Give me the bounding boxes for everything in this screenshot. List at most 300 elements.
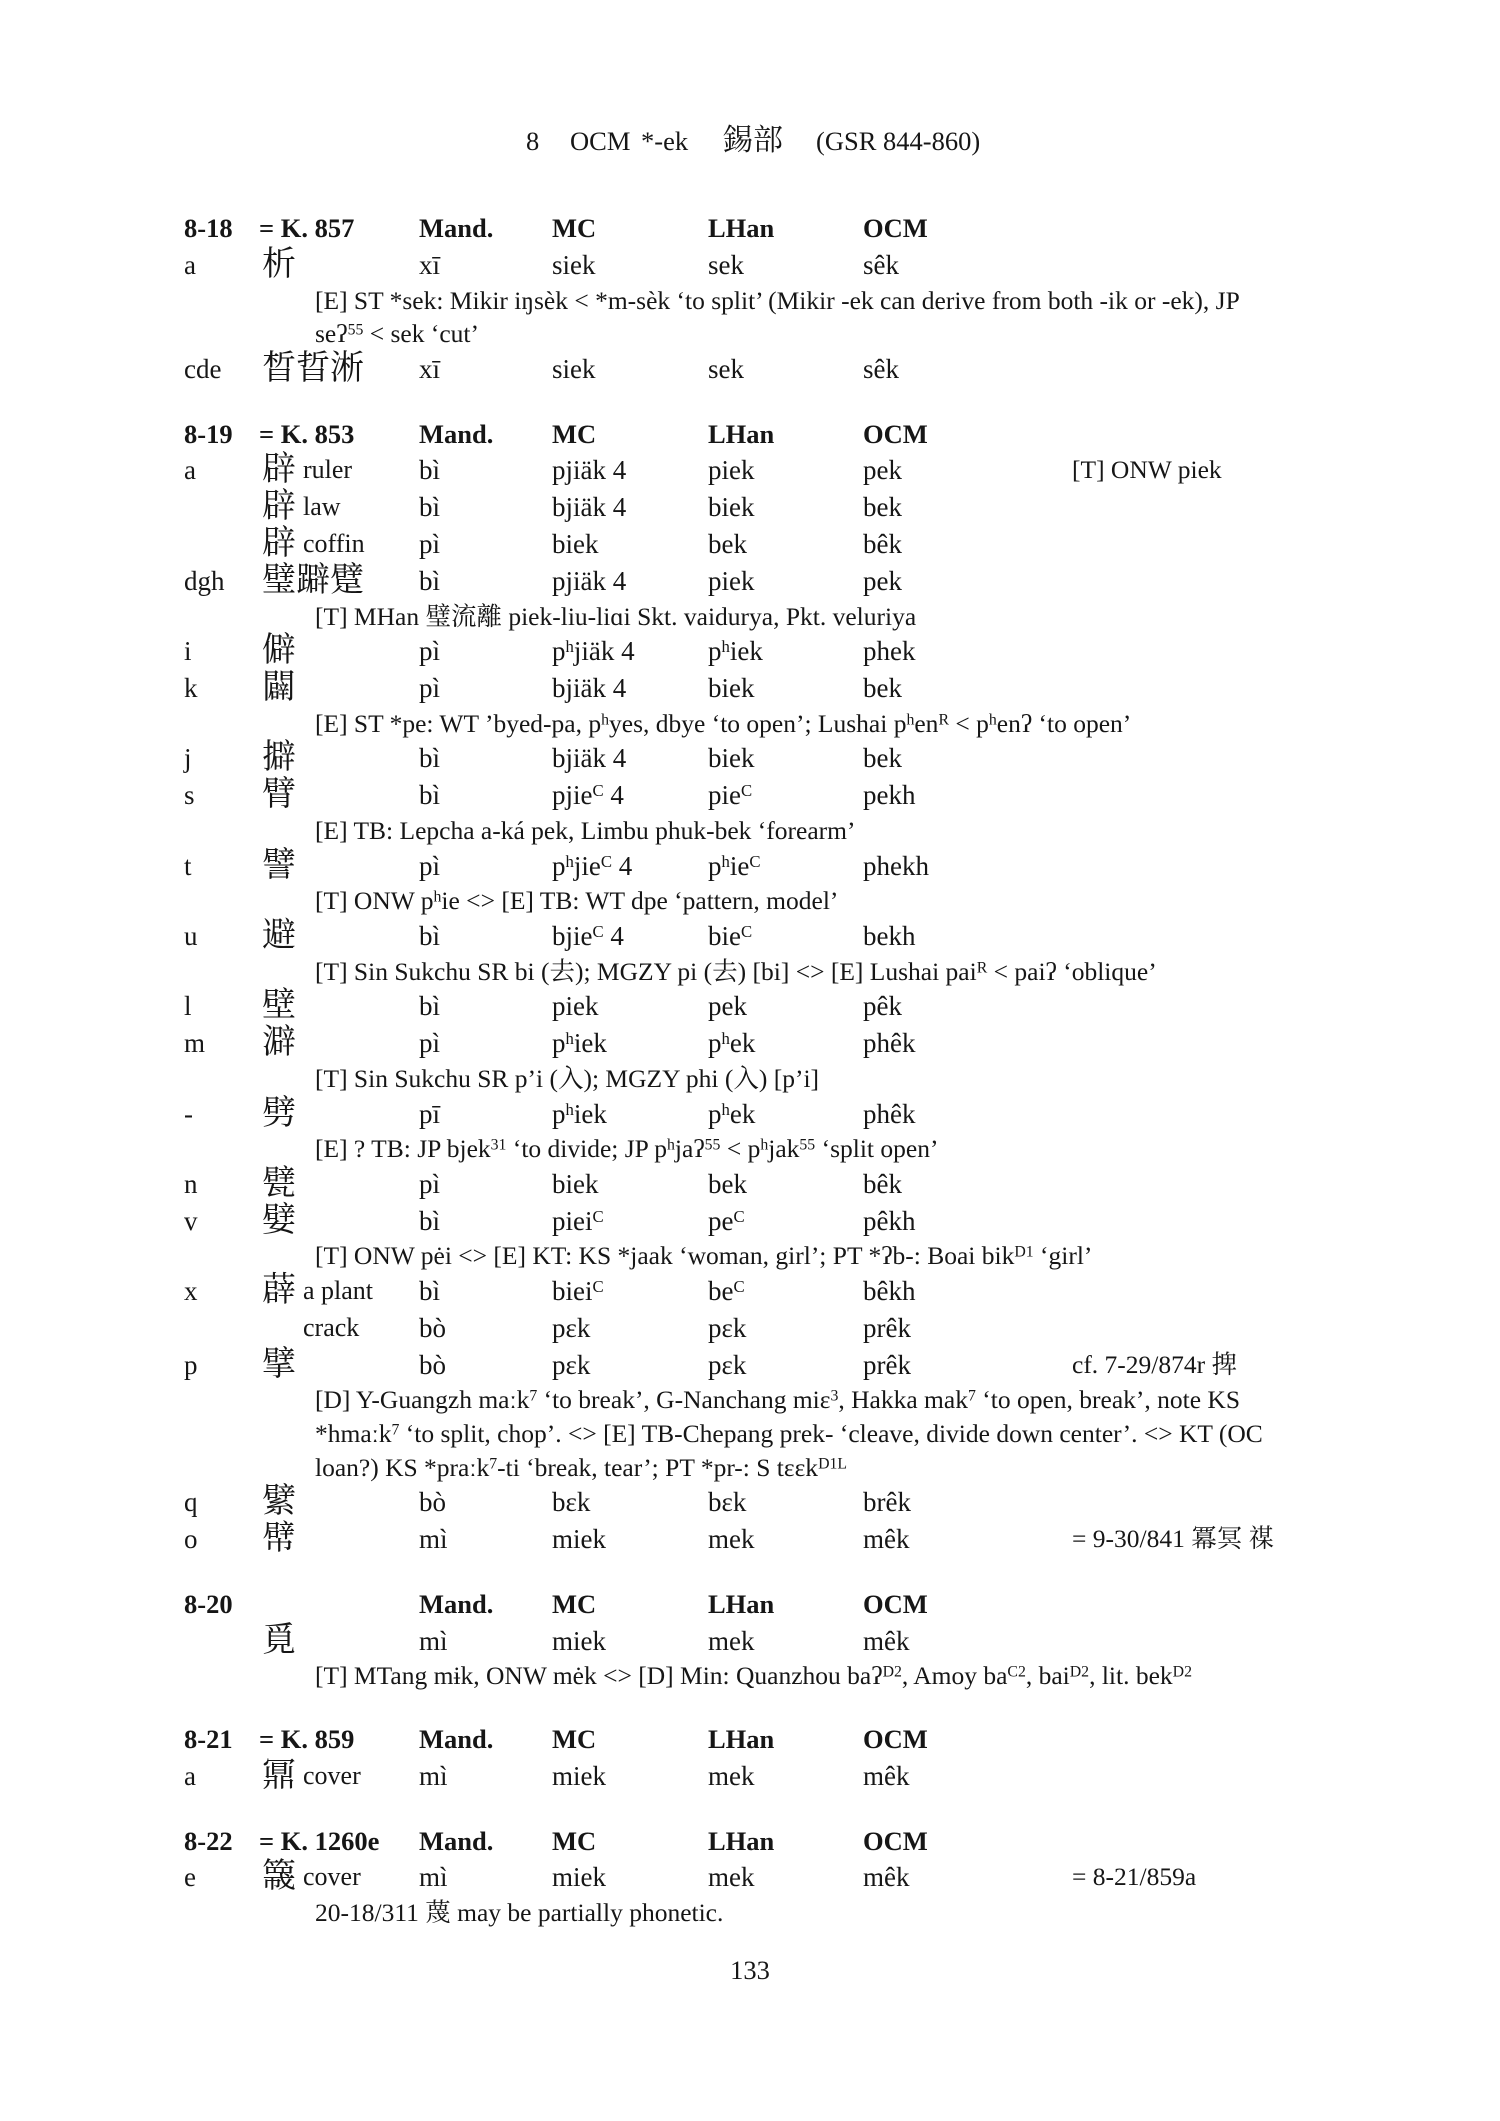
reading-mc: bjiäk 4 (552, 743, 627, 774)
cross-reference: = 9-30/841 冪冥 禖 (1072, 1524, 1275, 1554)
karlgren-reference: = K. 853 (259, 418, 355, 449)
karlgren-reference: = K. 1260e (259, 1825, 380, 1856)
reading-mand: pì (419, 1028, 441, 1059)
text-run: ‘to open, break’, note KS (975, 1385, 1241, 1415)
superscript: 7 (489, 1455, 498, 1473)
reading-lhan (708, 633, 763, 670)
text-run: 4 (603, 780, 624, 811)
gloss: ruler (303, 455, 353, 485)
reading-lhan: pek (708, 991, 747, 1022)
character-cell (262, 1484, 297, 1521)
superscript: C (592, 921, 604, 941)
reading-mand: pī (419, 1098, 441, 1129)
reading-mand: bì (419, 780, 441, 811)
superscript: h (721, 1029, 730, 1049)
reading-lhan: bek (708, 528, 747, 559)
column-header-mc: MC (552, 418, 597, 449)
text-run: bjie (552, 920, 593, 951)
superscript: h (565, 1099, 574, 1119)
text-run: < p (948, 708, 989, 738)
column-header-mand: Mand. (419, 418, 494, 449)
reading-mc: bɛk (552, 1487, 591, 1518)
rhyme-group: *-ek (641, 126, 689, 156)
entry-label: o (184, 1524, 198, 1555)
column-header-mc: MC (552, 1724, 597, 1755)
reading-mc: miek (552, 1862, 606, 1893)
reading-mand: bì (419, 455, 441, 486)
character-cell (262, 1166, 297, 1203)
reading-ocm: phêk (863, 1028, 916, 1059)
reading-mc (552, 633, 635, 670)
superscript: 7 (529, 1387, 538, 1405)
text-run: 4 (612, 850, 633, 881)
text-run: en (914, 708, 939, 738)
reading-ocm: prêk (863, 1312, 911, 1343)
entry-label: dgh (184, 565, 225, 596)
note-line (0, 1132, 1500, 1166)
reading-mand: pì (419, 1168, 441, 1199)
reading-lhan: mek (708, 1760, 755, 1791)
text-run: < paiʔ ‘oblique’ (987, 956, 1157, 986)
superscript: C (733, 1277, 745, 1297)
reading-mc: pɛk (552, 1312, 591, 1343)
character-cell (262, 526, 365, 563)
note-text (315, 1896, 723, 1930)
text-run: p (552, 636, 566, 667)
reading-mc: miek (552, 1760, 606, 1791)
entry-group (0, 1823, 1500, 1930)
character-cell (262, 452, 352, 489)
text-run: ‘split open’ (815, 1134, 939, 1164)
graph: 甓 (262, 1164, 296, 1202)
reading-lhan: pɛk (708, 1349, 747, 1380)
text-run: pe (708, 1205, 734, 1236)
note-line (0, 955, 1500, 989)
graph: 避 (262, 916, 296, 954)
text-run: iek (729, 636, 763, 667)
group-number: 8-20 (184, 1588, 233, 1619)
graph: 幦 (262, 1520, 296, 1558)
entry-label: e (184, 1862, 196, 1893)
reading-mc: pjiäk 4 (552, 565, 627, 596)
gloss: crack (303, 1312, 360, 1342)
entry-group (0, 1721, 1500, 1795)
text-run: [T] Sin Sukchu SR p’i (入); MGZY phi (入) [p’i] (315, 1063, 820, 1093)
character-cell (262, 1623, 297, 1660)
reading-mc: pɛk (552, 1349, 591, 1380)
chapter-number: 8 (526, 126, 540, 156)
reading-mc: piek (552, 991, 599, 1022)
graph: 簚 (262, 1858, 296, 1896)
reading-mand: bò (419, 1487, 446, 1518)
entry-label: x (184, 1276, 198, 1307)
header-label: OCM (570, 126, 631, 156)
reading-ocm: pekh (863, 780, 916, 811)
reading-mc: siek (552, 353, 596, 384)
reading-lhan: biek (708, 492, 755, 523)
character-cell (262, 351, 364, 388)
entry-label: t (184, 850, 192, 881)
graph: 析 (262, 245, 296, 283)
entry-row (0, 1166, 1500, 1203)
text-run: ie <> [E] TB: WT dpe ‘pattern, model’ (441, 886, 839, 916)
text-run: p (552, 1028, 566, 1059)
note-line (0, 600, 1500, 634)
group-header (0, 1823, 1500, 1860)
superscript: 3 (830, 1387, 839, 1405)
entry-group (0, 210, 1500, 388)
entry-row (0, 848, 1500, 885)
column-header-mand: Mand. (419, 213, 494, 243)
character-cell (262, 247, 297, 284)
entry-label: - (184, 1098, 193, 1129)
entry-label: m (184, 1028, 206, 1059)
note-text (315, 814, 855, 848)
text-run: iek (573, 1028, 607, 1059)
text-run: ie (729, 850, 750, 881)
cross-reference: cf. 7-29/874r 捭 (1072, 1349, 1238, 1379)
entry-row (0, 1758, 1500, 1795)
entry-label: q (184, 1487, 198, 1518)
reading-ocm: bekh (863, 920, 916, 951)
note-line (0, 1062, 1500, 1096)
entry-row (0, 777, 1500, 814)
superscript: h (433, 888, 442, 906)
entry-row (0, 1521, 1500, 1558)
note-text (315, 1451, 847, 1485)
reading-mand: bì (419, 991, 441, 1022)
text-run: ek (729, 1098, 756, 1129)
graph: 璧躃躄 (262, 561, 364, 599)
text-run: p (708, 636, 722, 667)
reading-ocm: sêk (863, 249, 899, 280)
superscript: C (733, 1206, 745, 1226)
reading-mand: bì (419, 1205, 441, 1236)
reading-mc: biek (552, 528, 599, 559)
reading-mc (552, 1025, 607, 1062)
graph: 覓 (262, 1621, 296, 1659)
reading-lhan: biek (708, 672, 755, 703)
text-run: 20-18/311 蔑 may be partially phonetic. (315, 1898, 724, 1928)
text-run: p (552, 1098, 566, 1129)
reading-lhan: mek (708, 1862, 755, 1893)
reading-mc (552, 1096, 607, 1133)
reading-lhan (708, 1096, 755, 1133)
group-header (0, 1586, 1500, 1623)
reading-mand: mì (419, 1862, 448, 1893)
superscript: D1 (1014, 1243, 1034, 1261)
reading-ocm: bek (863, 492, 902, 523)
column-header-ocm: OCM (863, 418, 928, 449)
reading-mc: bjiäk 4 (552, 672, 627, 703)
group-number: 8-18 (184, 213, 233, 243)
reading-lhan: pɛk (708, 1312, 747, 1343)
superscript: C (741, 781, 753, 801)
text-run: jaʔ (674, 1134, 705, 1164)
entry-row (0, 1859, 1500, 1896)
text-run: < sek ‘cut’ (363, 319, 479, 349)
page-number: 133 (730, 1955, 770, 1985)
superscript: C (592, 1206, 604, 1226)
text-run: *hmaːk (315, 1419, 392, 1449)
superscript: h (721, 1099, 730, 1119)
text-run: [T] MHan 璧流離 piek-liu-liɑi Skt. vaidurya, Pkt. veluriya (315, 601, 917, 631)
reading-lhan: sek (708, 353, 744, 384)
graph: 劈 (262, 1094, 296, 1132)
text-run: piei (552, 1205, 593, 1236)
reading-ocm: bek (863, 672, 902, 703)
text-run: jie (573, 850, 601, 881)
entry-row (0, 633, 1500, 670)
entry-label: n (184, 1168, 198, 1199)
superscript: 31 (490, 1136, 507, 1154)
note-line (0, 317, 1500, 351)
entry-label: cde (184, 353, 222, 384)
entry-label: s (184, 780, 195, 811)
column-header-lhan: LHan (708, 418, 775, 449)
column-header-ocm: OCM (863, 1724, 928, 1755)
graph: 嬖 (262, 1201, 296, 1239)
reading-mc: siek (552, 249, 596, 280)
note-text (315, 1417, 1263, 1451)
reading-lhan: mek (708, 1625, 755, 1656)
note-text (315, 1132, 938, 1166)
entry-row (0, 1203, 1500, 1240)
text-run: [E] ST *sek: Mikir iŋsèk < *m-sèk ‘to split’ (Mikir -ek can derive from both -ik or -ek), JP (315, 285, 1240, 315)
reading-mand: bì (419, 565, 441, 596)
character-cell (262, 848, 297, 885)
note-text (315, 1383, 1240, 1417)
reading-mc (552, 1273, 604, 1310)
graph: 晳晢淅 (262, 349, 364, 387)
reading-mand: bì (419, 743, 441, 774)
group-number: 8-21 (184, 1724, 233, 1755)
superscript: h (721, 851, 730, 871)
reading-mand: mì (419, 1760, 448, 1791)
superscript: 7 (967, 1387, 976, 1405)
text-run: , Hakka mak (838, 1385, 968, 1415)
superscript: D1L (818, 1455, 848, 1473)
entry-row (0, 489, 1500, 526)
reading-mand: xī (419, 249, 441, 280)
graph: 僻 (262, 632, 296, 670)
text-run: be (708, 1276, 734, 1307)
gloss: a plant (303, 1276, 374, 1306)
character-cell (262, 633, 297, 670)
reading-ocm: bêk (863, 528, 902, 559)
entry-label: a (184, 1760, 196, 1791)
note-line (0, 1659, 1500, 1693)
entry-row (0, 1347, 1500, 1384)
graph: 鼏 (262, 1756, 296, 1794)
note-text (315, 955, 1157, 989)
note-text (315, 1062, 819, 1096)
reading-ocm: pek (863, 455, 902, 486)
reading-mc: miek (552, 1524, 606, 1555)
character-cell (262, 777, 297, 814)
character-cell (262, 1273, 373, 1310)
character-cell (262, 489, 341, 526)
karlgren-reference: = K. 859 (259, 1724, 355, 1755)
reading-lhan (708, 1025, 755, 1062)
column-header-mand: Mand. (419, 1825, 494, 1856)
note-text (315, 884, 838, 918)
reading-mc: bjiäk 4 (552, 492, 627, 523)
group-number: 8-19 (184, 418, 233, 449)
character-cell (262, 988, 297, 1025)
reading-mc: biek (552, 1168, 599, 1199)
superscript: h (601, 711, 610, 729)
column-header-lhan: LHan (708, 213, 775, 243)
text-run: yes, dbye ‘to open’; Lushai p (609, 708, 907, 738)
entry-row (0, 918, 1500, 955)
text-run: ‘girl’ (1033, 1241, 1093, 1271)
reading-mand: mì (419, 1625, 448, 1656)
character-cell (262, 1347, 297, 1384)
character-cell (262, 1859, 361, 1896)
dictionary-body (0, 210, 1500, 1930)
rhyme-characters: 錫部 (723, 124, 783, 157)
reading-ocm: pêkh (863, 1205, 916, 1236)
superscript: D2 (1069, 1663, 1090, 1681)
column-header-mc: MC (552, 213, 597, 243)
text-run: [E] ? TB: JP bjek (315, 1134, 491, 1164)
column-header-mc: MC (552, 1588, 597, 1619)
reading-lhan (708, 848, 761, 885)
karlgren-reference: = K. 857 (259, 213, 355, 243)
text-run: pie (708, 780, 741, 811)
superscript: C (741, 921, 753, 941)
entry-row (0, 1273, 1500, 1310)
superscript: h (988, 711, 997, 729)
group-number: 8-22 (184, 1825, 233, 1856)
entry-label: v (184, 1205, 198, 1236)
entry-group (0, 1586, 1500, 1693)
text-run: pjie (552, 780, 593, 811)
text-run: ek (729, 1028, 756, 1059)
reading-lhan (708, 918, 752, 955)
reading-lhan: bɛk (708, 1487, 747, 1518)
superscript: D2 (1172, 1663, 1192, 1681)
note-line (0, 1451, 1500, 1485)
entry-label: j (184, 743, 192, 774)
entry-group (0, 416, 1500, 1558)
entry-label: i (184, 636, 192, 667)
reading-mc (552, 848, 632, 885)
reading-mc: miek (552, 1625, 606, 1656)
entry-label: a (184, 455, 196, 486)
text-run: p (708, 850, 722, 881)
character-cell (262, 1203, 297, 1240)
entry-row (0, 670, 1500, 707)
reading-ocm: pek (863, 565, 902, 596)
reading-mand: pì (419, 528, 441, 559)
reading-ocm: prêk (863, 1349, 911, 1380)
column-header-mc: MC (552, 1825, 597, 1856)
superscript: C (592, 1277, 604, 1297)
superscript: h (565, 1029, 574, 1049)
text-run: [T] ONW p (315, 886, 434, 916)
gloss: cover (303, 1862, 361, 1892)
column-header-lhan: LHan (708, 1588, 775, 1619)
reading-lhan: piek (708, 455, 755, 486)
reading-mand: bì (419, 920, 441, 951)
reading-ocm: mêk (863, 1862, 910, 1893)
text-run: seʔ (315, 319, 348, 349)
reading-ocm: bêk (863, 1168, 902, 1199)
entry-label: u (184, 920, 198, 951)
reading-lhan (708, 1203, 745, 1240)
reading-ocm: bêkh (863, 1276, 916, 1307)
gloss: cover (303, 1760, 361, 1790)
text-run: p (552, 850, 566, 881)
reading-lhan: piek (708, 565, 755, 596)
reading-ocm: mêk (863, 1760, 910, 1791)
text-run: , lit. bek (1089, 1661, 1173, 1691)
superscript: 7 (391, 1421, 400, 1439)
note-line (0, 884, 1500, 918)
character-cell (262, 740, 297, 777)
graph: 薜 (262, 1272, 296, 1310)
entry-row (0, 1310, 1500, 1347)
text-run: ‘to split, chop’. <> [E] TB-Chepang prek- ‘cleave, divide down center’. <> KT (OC (399, 1419, 1263, 1449)
entry-row (0, 1623, 1500, 1660)
entry-row (0, 1025, 1500, 1062)
graph: 壁 (262, 987, 296, 1025)
text-run: bie (708, 920, 741, 951)
reading-mc (552, 777, 624, 814)
superscript: h (721, 637, 730, 657)
reading-ocm: sêk (863, 353, 899, 384)
character-cell (262, 1521, 297, 1558)
reading-ocm: brêk (863, 1487, 911, 1518)
character-cell (262, 918, 297, 955)
reading-mc (552, 1203, 604, 1240)
graph: 辟 (262, 451, 296, 489)
note-text (315, 600, 916, 634)
text-run: jiäk 4 (573, 636, 635, 667)
superscript: C2 (1007, 1663, 1026, 1681)
text-run: [T] MTang mɨk, ONW mėk <> [D] Min: Quanzhou baʔ (315, 1661, 883, 1691)
column-header-ocm: OCM (863, 213, 928, 243)
column-header-lhan: LHan (708, 1724, 775, 1755)
text-run: 4 (603, 920, 624, 951)
entry-row (0, 1484, 1500, 1521)
group-header (0, 416, 1500, 453)
reading-mand: bì (419, 1276, 441, 1307)
reading-lhan (708, 777, 752, 814)
superscript: C (749, 851, 761, 871)
note-text (315, 317, 479, 351)
text-run: ‘to divide; JP p (506, 1134, 668, 1164)
note-text (315, 1239, 1092, 1273)
superscript: D2 (882, 1663, 902, 1681)
reading-ocm: phek (863, 636, 916, 667)
gloss: coffin (303, 528, 365, 558)
text-run: -ti ‘break, tear’; PT *pr-: S tɛɛk (497, 1452, 819, 1482)
character-cell (262, 563, 364, 600)
text-run: [T] ONW pėi <> [E] KT: KS *jaak ‘woman, girl’; PT *ʔb-: Boai bik (315, 1241, 1015, 1271)
graph: 澼 (262, 1024, 296, 1062)
reading-mand: xī (419, 353, 441, 384)
entry-label: p (184, 1349, 198, 1380)
graph: 繴 (262, 1483, 296, 1521)
column-header-ocm: OCM (863, 1825, 928, 1856)
note-text (315, 1659, 1192, 1693)
entry-row (0, 988, 1500, 1025)
superscript: h (760, 1136, 769, 1154)
character-cell (262, 670, 297, 707)
